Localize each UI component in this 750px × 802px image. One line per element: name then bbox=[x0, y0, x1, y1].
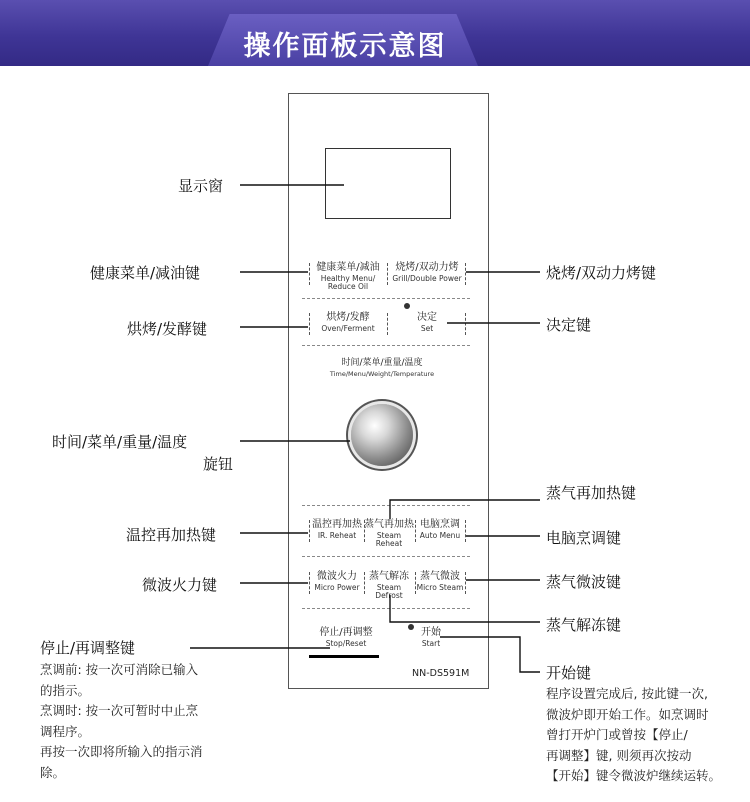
set-en-label: Set bbox=[420, 324, 434, 333]
stop-desc-line: 再按一次即将所输入的指示消 bbox=[40, 744, 203, 759]
stop-reset-description bbox=[40, 660, 203, 783]
micro-power-en-label: Micro Power bbox=[314, 583, 360, 592]
steam-reheat-label: 蒸气再加热 bbox=[364, 519, 414, 530]
label-steam-reheat-key: 蒸气再加热键 bbox=[546, 484, 637, 502]
knob-en-label: Time/Menu/Weight/Temperature bbox=[329, 369, 435, 378]
healthy-menu-en-label: Healthy Menu/ Reduce Oil bbox=[320, 274, 376, 292]
stop-reset-label: 停止/再调整 bbox=[319, 627, 373, 638]
start-label: 开始 bbox=[421, 627, 441, 638]
auto-menu-label: 电脑烹调 bbox=[420, 519, 460, 530]
label-knob-line2: 旋钮 bbox=[203, 455, 234, 473]
micro-steam-label: 蒸气微波 bbox=[420, 571, 460, 582]
start-description bbox=[546, 684, 750, 787]
label-display-window: 显示窗 bbox=[178, 177, 224, 195]
label-grill-double-key: 烧烤/双动力烤键 bbox=[546, 264, 657, 282]
label-steam-defrost-key: 蒸气解冻键 bbox=[546, 616, 622, 634]
label-micro-steam-key: 蒸气微波键 bbox=[546, 573, 622, 591]
oven-ferment-en-label: Oven/Ferment bbox=[321, 324, 375, 333]
label-micro-power-key: 微波火力键 bbox=[142, 576, 218, 594]
model-number: NN-DS591M bbox=[412, 668, 470, 679]
steam-reheat-en-label: Steam Reheat bbox=[375, 531, 403, 549]
ir-reheat-label: 温控再加热 bbox=[312, 519, 362, 530]
knob-cn-label: 时间/菜单/重量/温度 bbox=[341, 358, 423, 368]
stop-desc-line: 的指示。 bbox=[40, 682, 91, 698]
leader-steam-reheat bbox=[390, 500, 540, 519]
start-desc-line: 【开始】键令微波炉继续运转。 bbox=[546, 768, 722, 783]
label-ir-reheat-key: 温控再加热键 bbox=[126, 526, 217, 544]
stop-reset-en-label: Stop/Reset bbox=[325, 639, 367, 648]
start-desc-line: 再调整】键, 则须再次按动 bbox=[546, 747, 692, 763]
steam-defrost-en-label: Steam Defrost bbox=[375, 583, 403, 601]
label-start-key: 开始键 bbox=[546, 664, 592, 682]
stop-desc-line: 调程序。 bbox=[40, 723, 91, 739]
healthy-menu-label: 健康菜单/减油 bbox=[316, 262, 380, 273]
label-auto-menu-key: 电脑烹调键 bbox=[546, 529, 622, 547]
micro-steam-en-label: Micro Steam bbox=[416, 583, 464, 592]
page-title: 操作面板示意图 bbox=[243, 31, 447, 62]
start-desc-line: 程序设置完成后, 按此键一次, bbox=[546, 686, 708, 701]
micro-power-label: 微波火力 bbox=[317, 571, 357, 582]
label-set-key: 决定键 bbox=[546, 316, 592, 334]
leader-steam-defrost bbox=[390, 595, 540, 622]
stop-desc-line: 烹调时: 按一次可暂时中止烹 bbox=[40, 703, 199, 718]
auto-menu-en-label: Auto Menu bbox=[419, 531, 461, 540]
label-oven-ferment-key: 烘烤/发酵键 bbox=[127, 320, 208, 338]
set-label: 决定 bbox=[417, 312, 437, 323]
label-healthy-menu-key: 健康菜单/减油键 bbox=[90, 264, 201, 282]
start-desc-line: 微波炉即开始工作。如烹调时 bbox=[546, 706, 709, 722]
stop-desc-line: 除。 bbox=[40, 764, 66, 780]
label-stop-reset-key: 停止/再调整键 bbox=[40, 639, 136, 657]
steam-defrost-label: 蒸气解冻 bbox=[369, 571, 409, 582]
grill-double-label: 烧烤/双动力烤 bbox=[395, 262, 459, 273]
label-knob-line1: 时间/菜单/重量/温度 bbox=[52, 433, 188, 451]
ir-reheat-en-label: IR. Reheat bbox=[317, 531, 357, 540]
start-en-label: Start bbox=[421, 639, 441, 648]
grill-double-en-label: Grill/Double Power bbox=[392, 274, 462, 283]
stop-desc-line: 烹调前: 按一次可消除已输入 bbox=[40, 662, 199, 677]
leader-start bbox=[440, 637, 540, 672]
start-desc-line: 曾打开炉门或曾按【停止/ bbox=[546, 727, 688, 742]
oven-ferment-label: 烘烤/发酵 bbox=[326, 312, 370, 323]
